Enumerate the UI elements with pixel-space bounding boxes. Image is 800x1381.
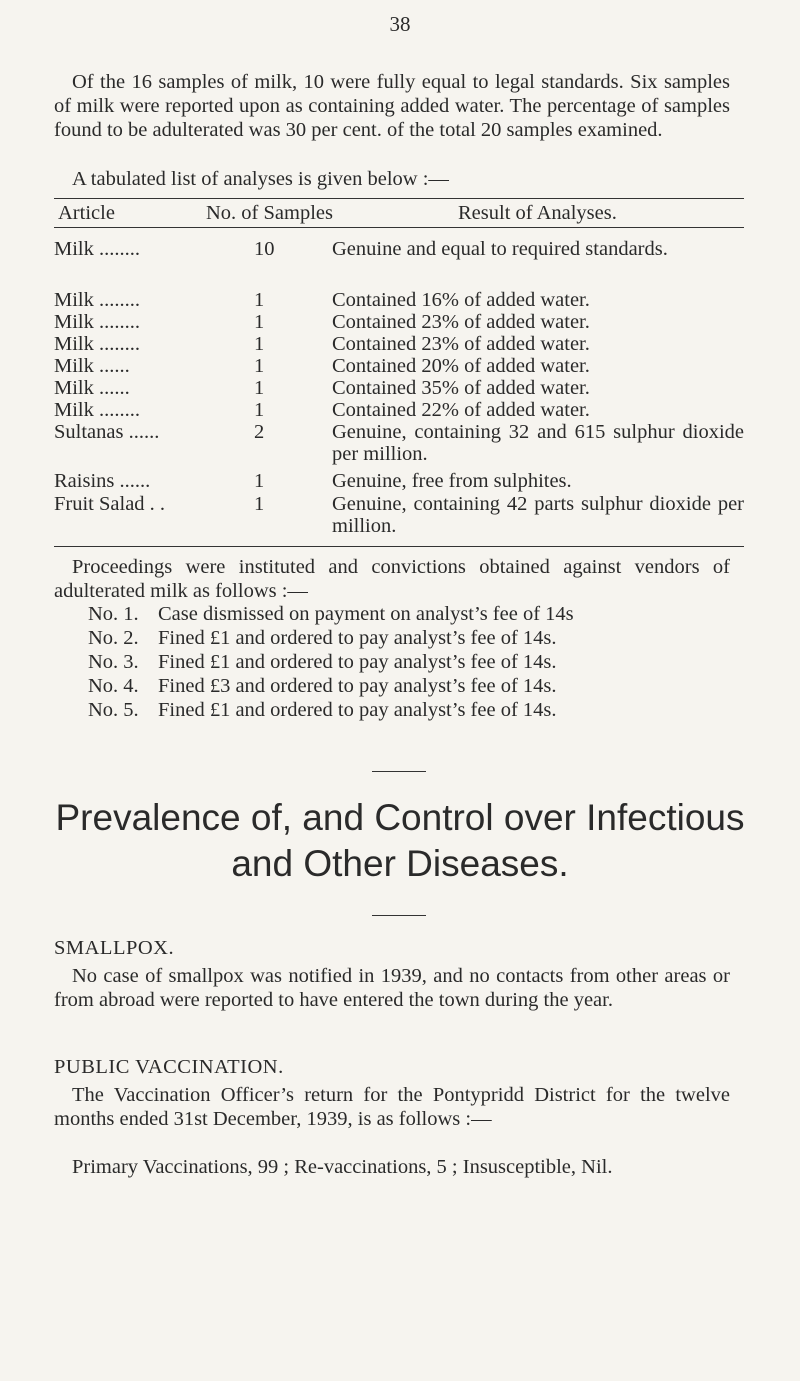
header-result: Result of Analyses. <box>458 202 617 224</box>
table-bottom-rule <box>54 546 744 547</box>
proceedings-intro <box>54 555 730 603</box>
section-heading-line2: and Other Diseases. <box>231 843 569 884</box>
count-cell: 1 <box>254 493 265 515</box>
proceeding-label: No. 2. <box>88 627 139 649</box>
proceeding-item <box>88 626 557 650</box>
count-cell: 1 <box>254 355 265 377</box>
proceeding-text: Fined £1 and ordered to pay analyst’s fee of 14s. <box>158 651 557 673</box>
result-cell: Contained 22% of added water. <box>332 399 590 421</box>
article-cell: Fruit Salad . . <box>54 493 166 515</box>
count-cell: 1 <box>254 311 265 333</box>
smallpox-paragraph <box>54 964 730 1012</box>
proceeding-text: Fined £1 and ordered to pay analyst’s fee of 14s. <box>158 699 557 721</box>
count-cell: 1 <box>254 289 265 311</box>
vaccination-summary <box>54 1155 730 1179</box>
table-header-rule <box>54 227 744 228</box>
section-heading-line1: Prevalence of, and Control over Infectious <box>55 797 745 838</box>
proceeding-label: No. 5. <box>88 699 139 721</box>
proceeding-item <box>88 698 557 722</box>
section-divider-bottom <box>372 915 426 916</box>
result-cell: Contained 16% of added water. <box>332 289 590 311</box>
proceeding-item <box>88 602 574 626</box>
proceeding-text: Fined £3 and ordered to pay analyst’s fee of 14s. <box>158 675 557 697</box>
article-cell: Milk ........ <box>54 238 140 260</box>
proceeding-item <box>88 650 557 674</box>
table-top-rule <box>54 198 744 199</box>
list-intro-text: A tabulated list of analyses is given below :— <box>72 168 449 190</box>
proceeding-text: Fined £1 and ordered to pay analyst’s fee of 14s. <box>158 627 557 649</box>
header-article: Article <box>58 202 115 224</box>
result-cell: Genuine, containing 42 parts sulphur dioxide per million. <box>332 493 744 537</box>
article-cell: Sultanas ...... <box>54 421 160 443</box>
header-samples: No. of Samples <box>206 202 333 224</box>
result-cell: Contained 23% of added water. <box>332 333 590 355</box>
smallpox-heading: SMALLPOX. <box>54 937 175 959</box>
smallpox-text: No case of smallpox was notified in 1939, and no contacts from other areas or from abroad were reported to have entered the town during the year. <box>54 965 730 1011</box>
vaccination-paragraph <box>54 1083 730 1131</box>
article-cell: Milk ........ <box>54 311 140 333</box>
vaccination-summary-text: Primary Vaccinations, 99 ; Re-vaccinations, 5 ; Insusceptible, Nil. <box>72 1156 613 1178</box>
proceeding-text: Case dismissed on payment on analyst’s fee of 14s <box>158 603 574 625</box>
result-cell: Contained 20% of added water. <box>332 355 590 377</box>
proceeding-item <box>88 674 557 698</box>
proceeding-label: No. 3. <box>88 651 139 673</box>
result-cell: Genuine, free from sulphites. <box>332 470 572 492</box>
article-cell: Milk ........ <box>54 289 140 311</box>
count-cell: 1 <box>254 377 265 399</box>
proceeding-label: No. 1. <box>88 603 139 625</box>
count-cell: 2 <box>254 421 265 443</box>
proceedings-intro-text: Proceedings were instituted and convictions obtained against vendors of adulterated milk as follows :— <box>54 556 730 602</box>
result-cell: Genuine and equal to required standards. <box>332 238 668 260</box>
result-cell: Contained 23% of added water. <box>332 311 590 333</box>
list-intro <box>54 167 730 191</box>
result-cell: Genuine, containing 32 and 615 sulphur dioxide per million. <box>332 421 744 465</box>
article-cell: Milk ........ <box>54 333 140 355</box>
section-divider-top <box>372 771 426 772</box>
intro-paragraph-text: Of the 16 samples of milk, 10 were fully equal to legal standards. Six samples of milk were reported upon as containing added water. The percentage of samples found to be adulterated was 30 per cent. of the total 20 samples examined. <box>54 71 730 141</box>
count-cell: 10 <box>254 238 275 260</box>
article-cell: Raisins ...... <box>54 470 151 492</box>
article-cell: Milk ........ <box>54 399 140 421</box>
article-cell: Milk ...... <box>54 377 130 399</box>
intro-paragraph <box>54 70 730 142</box>
count-cell: 1 <box>254 470 265 492</box>
vaccination-heading: PUBLIC VACCINATION. <box>54 1056 284 1078</box>
result-cell: Contained 35% of added water. <box>332 377 590 399</box>
count-cell: 1 <box>254 333 265 355</box>
vaccination-text: The Vaccination Officer’s return for the Pontypridd District for the twelve months ended 31st December, 1939, is as follows :— <box>54 1084 730 1130</box>
proceeding-label: No. 4. <box>88 675 139 697</box>
count-cell: 1 <box>254 399 265 421</box>
page-number: 38 <box>389 12 411 36</box>
article-cell: Milk ...... <box>54 355 130 377</box>
